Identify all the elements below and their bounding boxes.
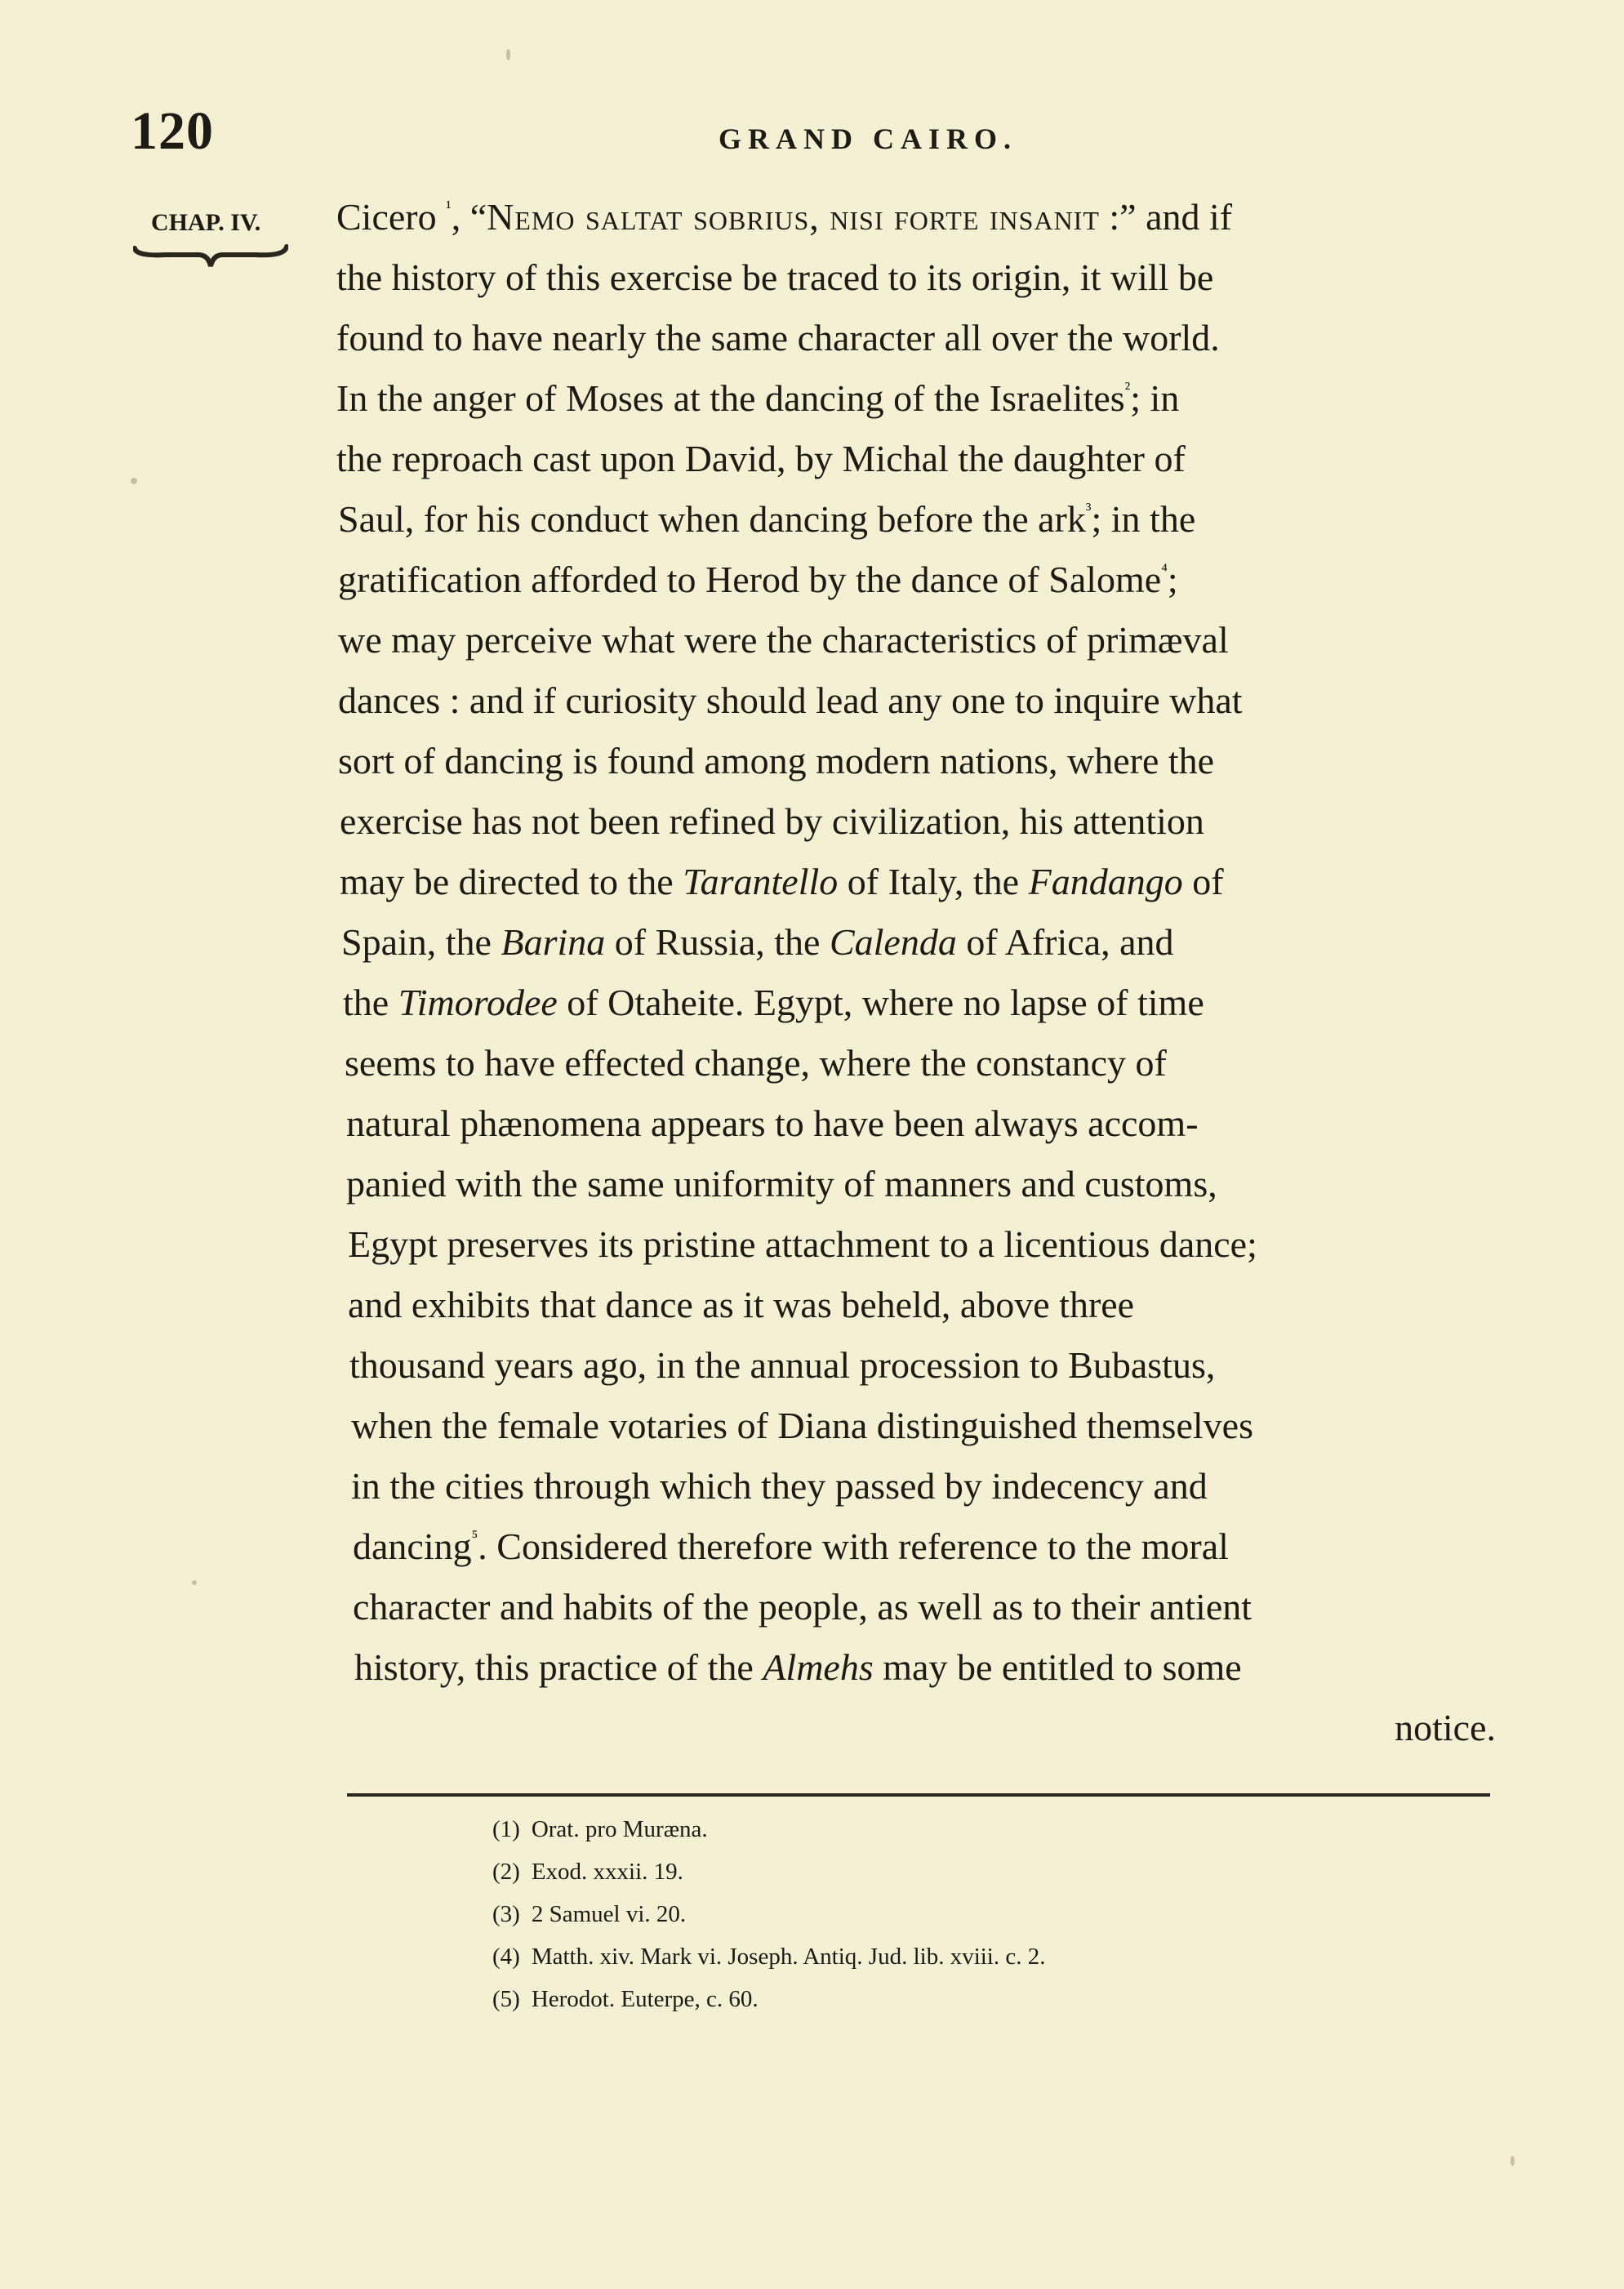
body-line: sort of dancing is found among modern nations, where the bbox=[338, 740, 1215, 782]
body-line: gratification afforded to Herod by the dance of Salome$^{^4}$; bbox=[338, 559, 1178, 600]
footnote: (3) 2 Samuel vi. 20. bbox=[492, 1901, 687, 1927]
body-line: Spain, the Barina of Russia, the Calenda of Africa, and bbox=[341, 921, 1174, 963]
footnote: (1) Orat. pro Muræna. bbox=[492, 1816, 708, 1842]
page-number: 120 bbox=[131, 101, 214, 161]
brace-ornament-icon bbox=[133, 242, 288, 269]
body-line: thousand years ago, in the annual procession to Bubastus, bbox=[349, 1344, 1216, 1386]
body-line: found to have nearly the same character all over the world. bbox=[336, 317, 1220, 358]
paper-speck bbox=[1511, 2156, 1515, 2166]
footnote: (5) Herodot. Euterpe, c. 60. bbox=[492, 1986, 759, 2012]
body-line: exercise has not been refined by civilization, his attention bbox=[340, 800, 1204, 842]
line-segment: Cicero $^{^1}$, “Nemo saltat sobrius, nisi forte insanit :” and if bbox=[336, 196, 1233, 238]
paper-speck bbox=[506, 49, 510, 60]
body-line: may be directed to the Tarantello of Italy, the Fandango of bbox=[340, 861, 1224, 902]
body-line: natural phænomena appears to have been always accom- bbox=[346, 1102, 1199, 1144]
body-line: character and habits of the people, as well as to their antient bbox=[353, 1586, 1252, 1628]
paper-speck bbox=[192, 1580, 197, 1585]
body-line: Egypt preserves its pristine attachment to a licentious dance; bbox=[348, 1223, 1257, 1265]
body-line: and exhibits that dance as it was beheld, above three bbox=[348, 1284, 1135, 1325]
body-line: dancing$^{^5}$. Considered therefore with reference to the moral bbox=[353, 1525, 1229, 1567]
body-line: dances : and if curiosity should lead any one to inquire what bbox=[338, 679, 1243, 721]
body-line bbox=[336, 193, 1486, 242]
chapter-marginal-note bbox=[151, 211, 298, 235]
footnote-divider bbox=[347, 1793, 1490, 1797]
body-line: seems to have effected change, where the constancy of bbox=[345, 1042, 1167, 1084]
body-line: the history of this exercise be traced to its origin, it will be bbox=[336, 256, 1214, 298]
paper-speck bbox=[131, 478, 137, 484]
body-line-final: notice. bbox=[1395, 1707, 1496, 1748]
body-line: when the female votaries of Diana distinguished themselves bbox=[351, 1405, 1253, 1446]
body-line: in the cities through which they passed by indecency and bbox=[351, 1465, 1208, 1507]
body-line: Saul, for his conduct when dancing before the ark$^{^3}$; in the bbox=[338, 498, 1196, 540]
footnote: (4) Matth. xiv. Mark vi. Joseph. Antiq. Jud. lib. xviii. c. 2. bbox=[492, 1944, 1046, 1970]
chapter-label: CHAP. IV. bbox=[151, 209, 261, 236]
body-line: history, this practice of the Almehs may be entitled to some bbox=[354, 1646, 1242, 1688]
body-line: In the anger of Moses at the dancing of the Israelites$^{^2}$; in bbox=[336, 377, 1180, 419]
body-line: the reproach cast upon David, by Michal the daughter of bbox=[336, 438, 1186, 479]
running-title: GRAND CAIRO. bbox=[719, 122, 1017, 155]
body-line: panied with the same uniformity of manners and customs, bbox=[346, 1163, 1217, 1205]
body-line: we may perceive what were the characteristics of primæval bbox=[338, 619, 1229, 661]
body-line: the Timorodee of Otaheite. Egypt, where no lapse of time bbox=[343, 982, 1204, 1023]
footnote: (2) Exod. xxxii. 19. bbox=[492, 1859, 683, 1885]
